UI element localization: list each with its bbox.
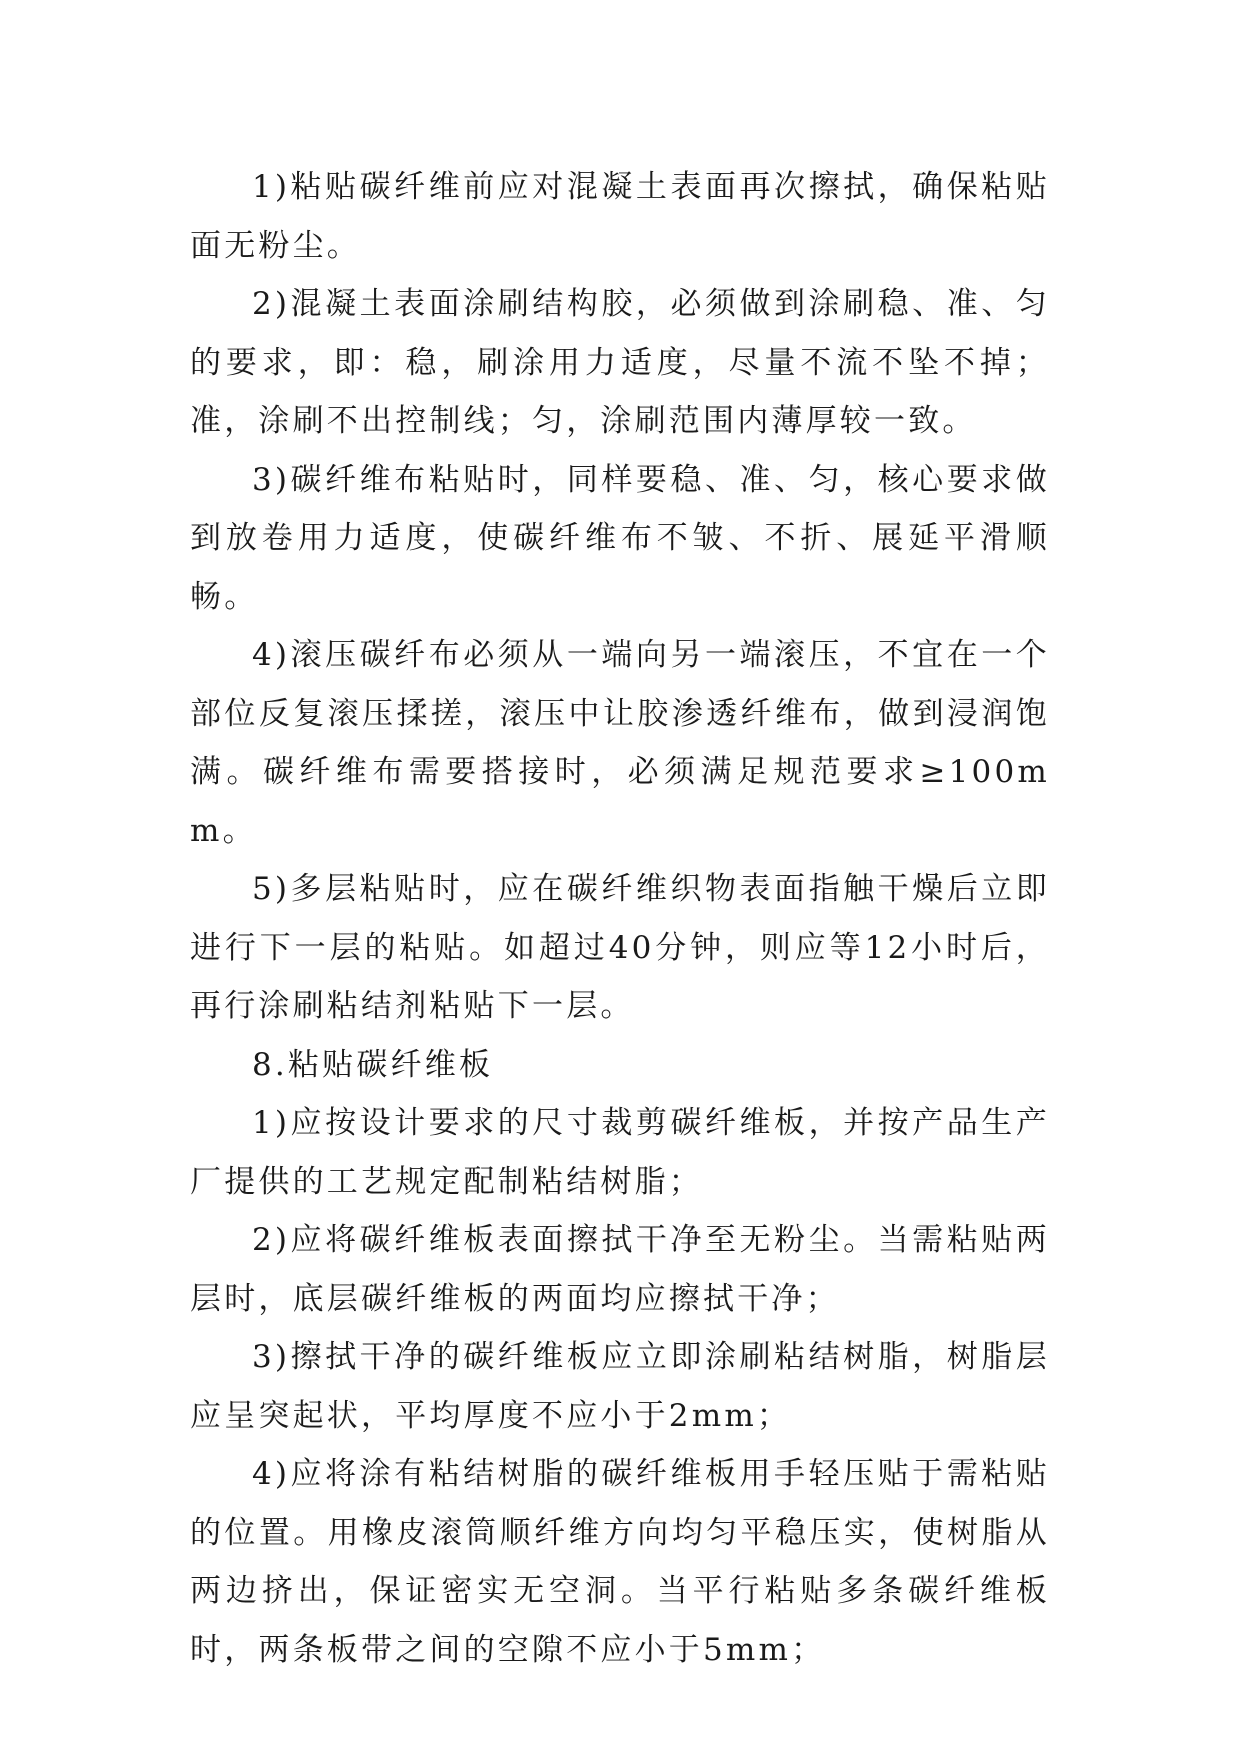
paragraph-step-3-attach-cloth: 3)碳纤维布粘贴时，同样要稳、准、匀，核心要求做到放卷用力适度，使碳纤维布不皱、不折、展延平滑顺畅。 — [190, 461, 1050, 615]
section-heading-carbon-plate: 8.粘贴碳纤维板 — [252, 1046, 494, 1083]
paragraph-step-4-roll-press: 4)滚压碳纤布必须从一端向另一端滚压，不宜在一个部位反复滚压揉搓，滚压中让胶渗透纤维布，做到浸润饱满。碳纤维布需要搭接时，必须满足规范要求≥100mm。 — [190, 637, 1050, 849]
paragraph-step-5-multilayer: 5)多层粘贴时，应在碳纤维织物表面指触干燥后立即进行下一层的粘贴。如超过40分钟，则应等12小时后，再行涂刷粘结剂粘贴下一层。 — [190, 871, 1050, 1024]
paragraph-step-1-wipe-concrete: 1)粘贴碳纤维前应对混凝土表面再次擦拭，确保粘贴面无粉尘。 — [190, 169, 1050, 264]
paragraph-step-2-apply-adhesive: 2)混凝土表面涂刷结构胶，必须做到涂刷稳、准、匀的要求，即：稳，刷涂用力适度，尽量不流不坠不掉；准，涂刷不出控制线；匀，涂刷范围内薄厚较一致。 — [190, 286, 1050, 439]
paragraph-plate-step-2-clean: 2)应将碳纤维板表面擦拭干净至无粉尘。当需粘贴两层时，底层碳纤维板的两面均应擦拭干净； — [190, 1222, 1050, 1317]
document-page — [190, 158, 1050, 1679]
paragraph-plate-step-3-resin: 3)擦拭干净的碳纤维板应立即涂刷粘结树脂，树脂层应呈突起状，平均厚度不应小于2mm； — [190, 1339, 1050, 1434]
paragraph-plate-step-1-cut: 1)应按设计要求的尺寸裁剪碳纤维板，并按产品生产厂提供的工艺规定配制粘结树脂； — [190, 1105, 1050, 1200]
paragraph-plate-step-4-press: 4)应将涂有粘结树脂的碳纤维板用手轻压贴于需粘贴的位置。用橡皮滚筒顺纤维方向均匀平稳压实，使树脂从两边挤出，保证密实无空洞。当平行粘贴多条碳纤维板时，两条板带之间的空隙不应小于5mm； — [190, 1456, 1050, 1668]
